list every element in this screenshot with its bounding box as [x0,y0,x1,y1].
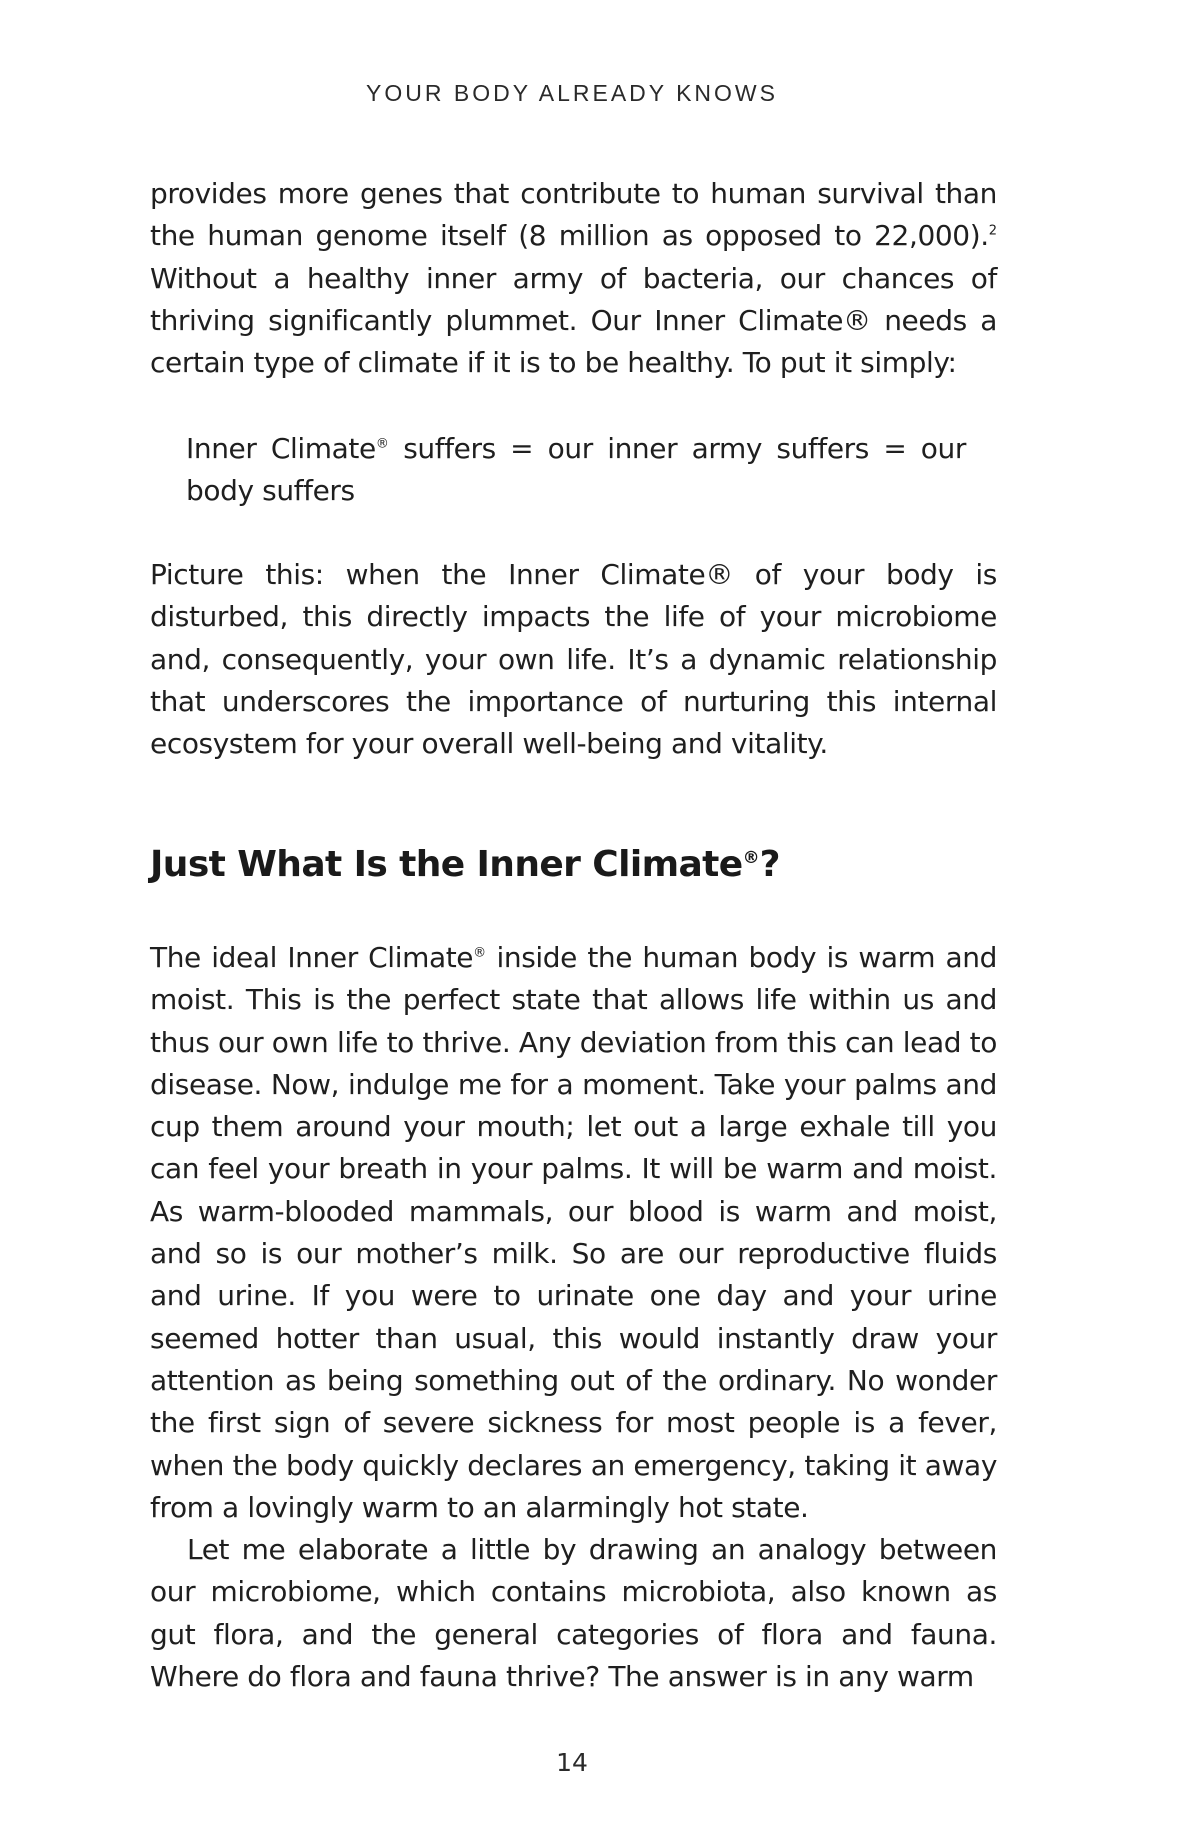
paragraph-ideal-climate [150,937,997,1529]
section-heading [150,844,780,885]
footnote-reference: 2 [988,223,997,239]
page-number: 14 [556,1748,588,1777]
section-heading-text: Just What Is the Inner Climate [150,844,743,885]
paragraph-ideal-climate-text: inside the human body is warm and moist. This is the perfect state that allows life within us and thus our own life to thrive. Any deviation from this can lead to disease. Now, indulge me for a moment. Take your palms and cup them around your mouth; let out a large exhale till you can feel your breath in your palms. It will be warm and moist. As warm-blooded mammals, our blood is warm and moist, and so is our mother’s milk. So are our reproductive fluids and urine. If you were to urinate one day and your urine seemed hotter than usual, this would instantly draw your attention as being something out of the ordinary. No wonder the first sign of severe sickness for most people is a fever, when the body quickly declares an emergency, taking it away from a lovingly warm to an alarmingly hot state. [150,941,997,1524]
paragraph-picture-this [150,554,997,765]
paragraph-genes-text: provides more genes that contribute to human survival than the human genome itself (8 million as opposed to 22,000). [150,177,997,253]
registered-mark: ® [375,436,389,452]
paragraph-genes-continuation: Without a healthy inner army of bacteria, our chances of thriving significantly plummet. Our Inner Climate® needs a certain type of climate if it is to be healthy. To put it simply: [150,261,997,380]
heading-registered-mark: ® [742,848,760,868]
paragraph-genes [150,173,997,384]
paragraph-analogy: Let me elaborate a little by drawing an analogy between our microbiome, which contains microbiota, also known as gut flora, and the general categories of flora and fauna. Where do flora and fauna thrive? The answer is in any warm [150,1533,997,1694]
section-heading-question-mark: ? [759,844,780,885]
block-quote-start: Inner Climate [186,432,376,465]
paragraph-picture-this-text: Picture this: when the Inner Climate® of your body is disturbed, this directly impacts the life of your microbiome and, consequently, your own life. It’s a dynamic relationship that underscores the importance of nurturing this internal ecosystem for your overall well-being and vitality. [150,558,997,761]
paragraph-ideal-climate-start: The ideal Inner Climate [150,941,474,974]
body-registered-mark: ® [473,945,487,961]
block-quote-end: suffers = our inner army suffers = our body suffers [186,432,966,508]
section-body [150,937,997,1698]
running-head: YOUR BODY ALREADY KNOWS [366,80,778,106]
block-quote [186,428,966,513]
